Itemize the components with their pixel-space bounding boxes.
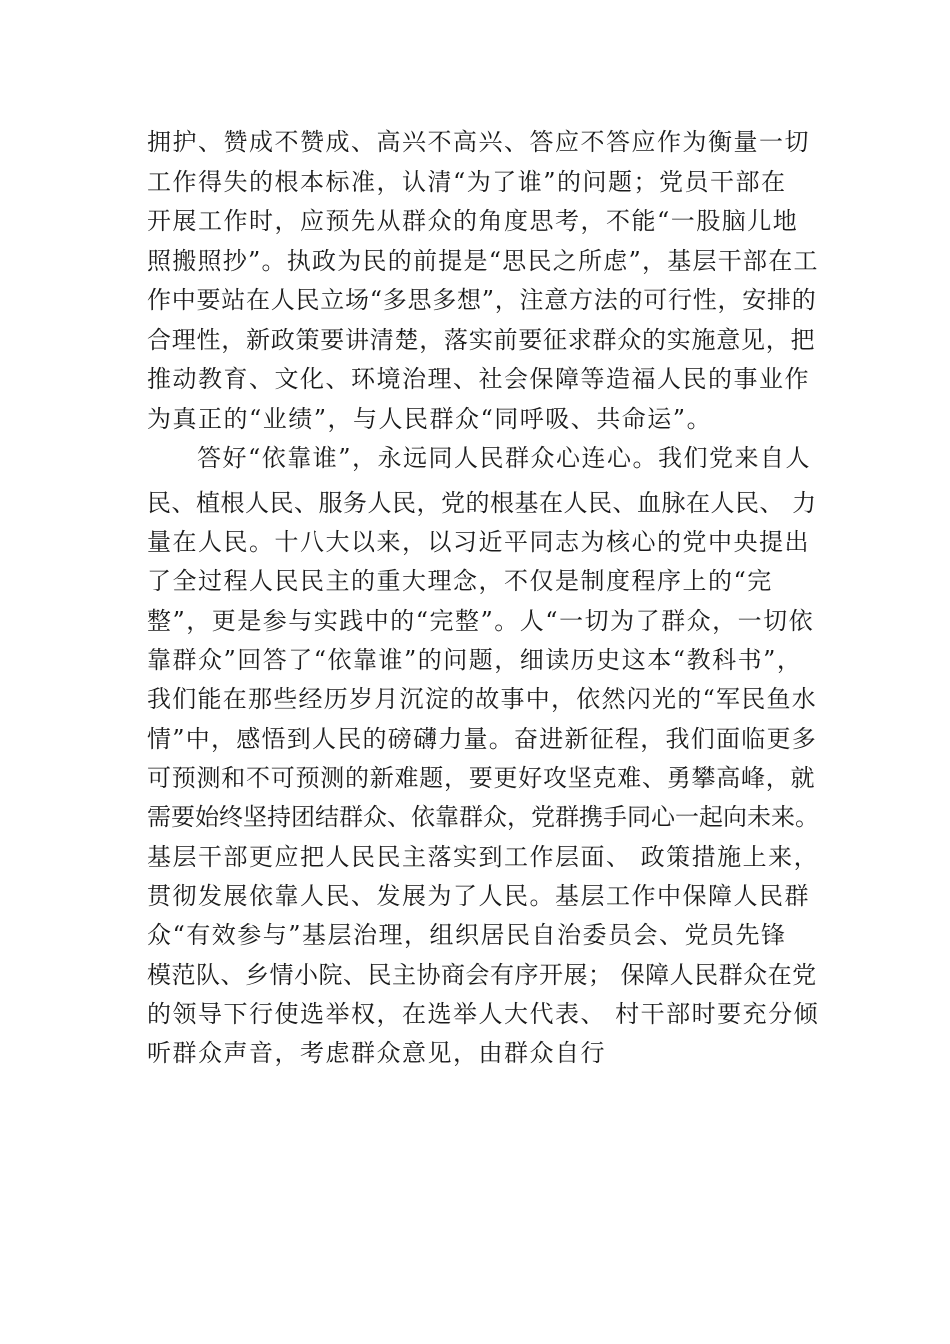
text-line-5: 作中要站在人民立场“多思多想”，注意方法的可行性，安排的 (147, 286, 817, 314)
text-line-2: 工作得失的根本标准，认清“为了谁”的问题；党员干部在 (147, 168, 787, 196)
text-line-8: 为真正的“业绩”，与人民群众“同呼吸、共命运”。 (147, 405, 713, 433)
text-line-17: 可预测和不可预测的新难题，要更好攻坚克难、勇攀高峰，就 (147, 764, 816, 792)
text-line-3: 开展工作时，应预先从群众的角度思考，不能“一股脑儿地 (147, 207, 799, 235)
text-line-7: 推动教育、文化、环境治理、社会保障等造福人民的事业作 (147, 365, 810, 393)
text-line-6: 合理性，新政策要讲清楚，落实前要征求群众的实施意见，把 (147, 326, 816, 354)
text-line-21: 众“有效参与”基层治理，组织居民自治委员会、党员先锋 (147, 921, 787, 949)
text-line-23: 的领导下行使选举权，在选举人大代表、 村干部时要充分倾 (147, 1000, 820, 1028)
text-line-1: 拥护、赞成不赞成、高兴不高兴、答应不答应作为衡量一切 (147, 128, 810, 156)
text-line-24: 听群众声音，考虑群众意见，由群众自行 (147, 1039, 606, 1067)
text-line-14: 靠群众”回答了“依靠谁”的问题，细读历史这本“教科书”， (147, 646, 803, 674)
text-line-16: 情”中，感悟到人民的磅礴力量。奋进新征程，我们面临更多 (147, 725, 818, 753)
text-line-22: 模范队、乡情小院、民主协商会有序开展； 保障人民群众在党 (147, 961, 817, 989)
text-line-12: 了全过程人民民主的重大理念，不仅是制度程序上的“完 (147, 567, 773, 595)
text-line-10: 民、植根人民、服务人民，党的根基在人民、血脉在人民、 力 (147, 489, 817, 517)
text-line-13: 整”，更是参与实践中的“完整”。人“一切为了群众，一切依 (147, 607, 815, 635)
text-line-19: 基层干部更应把人民民主落实到工作层面、 政策措施上来， (147, 843, 820, 871)
text-line-11: 量在人民。十八大以来，以习近平同志为核心的党中央提出 (147, 528, 810, 556)
text-line-18: 需要始终坚持团结群众、依靠群众，党群携手同心一起向未来。 (147, 803, 819, 831)
text-line-15: 我们能在那些经历岁月沉淀的故事中，依然闪光的“军民鱼水 (147, 685, 818, 713)
text-line-9: 答好“依靠谁”，永远同人民群众心连心。我们党来自人 (197, 444, 812, 472)
text-line-4: 照搬照抄”。执政为民的前提是“思民之所虑”，基层干部在工 (147, 247, 819, 275)
text-line-20: 贯彻发展依靠人民、发展为了人民。基层工作中保障人民群 (147, 882, 810, 910)
